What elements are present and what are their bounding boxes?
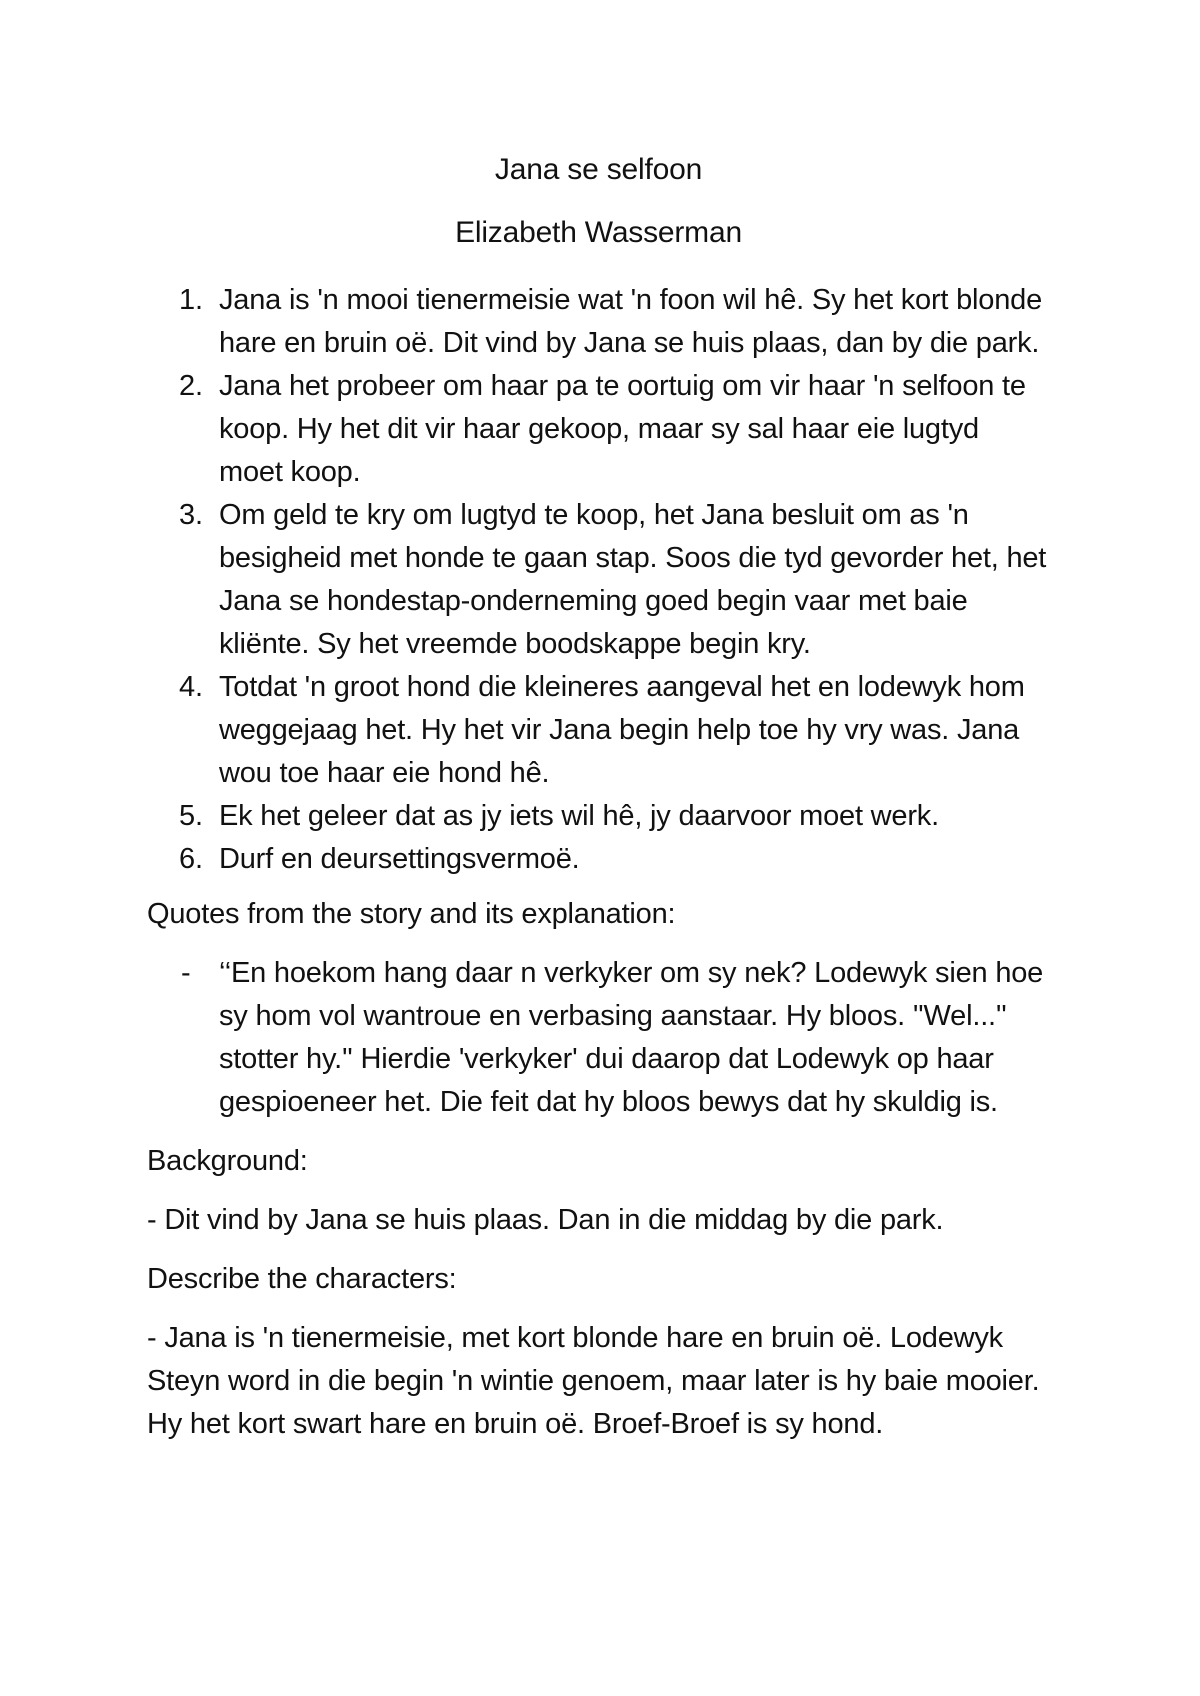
quotes-list xyxy=(147,952,1050,1124)
list-item: Om geld te kry om lugtyd te koop, het Jana besluit om as 'n besigheid met honde te gaan stap. Soos die tyd gevorder het, het Jana se hondestap-onderneming goed begin vaar met baie kliënte. Sy het vreemde boodskappe begin kry. xyxy=(219,499,1047,660)
list-item: Ek het geleer dat as jy iets wil hê, jy daarvoor moet werk. xyxy=(219,800,939,832)
list-item: Jana is 'n mooi tienermeisie wat 'n foon wil hê. Sy het kort blonde hare en bruin oë. Dit vind by Jana se huis plaas, dan by die park. xyxy=(219,284,1042,359)
characters-text: - Jana is 'n tienermeisie, met kort blonde hare en bruin oë. Lodewyk Steyn word in die begin 'n wintie genoem, maar later is hy baie mooier. Hy het kort swart hare en bruin oë. Broef-Broef is sy hond. xyxy=(147,1322,1040,1440)
list-item: Totdat 'n groot hond die kleineres aangeval het en lodewyk hom weggejaag het. Hy het vir Jana begin help toe hy vry was. Jana wou toe haar eie hond hê. xyxy=(219,671,1025,789)
summary-list xyxy=(147,279,1050,881)
background-heading: Background: xyxy=(147,1145,308,1177)
document-title: Jana se selfoon xyxy=(494,153,703,186)
list-item: Durf en deursettingsvermoë. xyxy=(219,843,580,875)
document-author: Elizabeth Wasserman xyxy=(455,216,742,249)
background-text: - Dit vind by Jana se huis plaas. Dan in die middag by die park. xyxy=(147,1204,944,1236)
list-item: Jana het probeer om haar pa te oortuig om vir haar 'n selfoon te koop. Hy het dit vir haar gekoop, maar sy sal haar eie lugtyd moet koop. xyxy=(219,370,1026,488)
quotes-heading: Quotes from the story and its explanation: xyxy=(147,898,676,930)
characters-heading: Describe the characters: xyxy=(147,1263,457,1295)
quote-item: - ‘‘En hoekom hang daar n verkyker om sy nek? Lodewyk sien hoe sy hom vol wantroue en verbasing aanstaar. Hy bloos. ''Wel...'' stotter hy.'' Hierdie 'verkyker' dui daarop dat Lodewyk op haar gespioeneer het. Die feit dat hy bloos bewys dat hy skuldig is. xyxy=(219,952,1050,1124)
